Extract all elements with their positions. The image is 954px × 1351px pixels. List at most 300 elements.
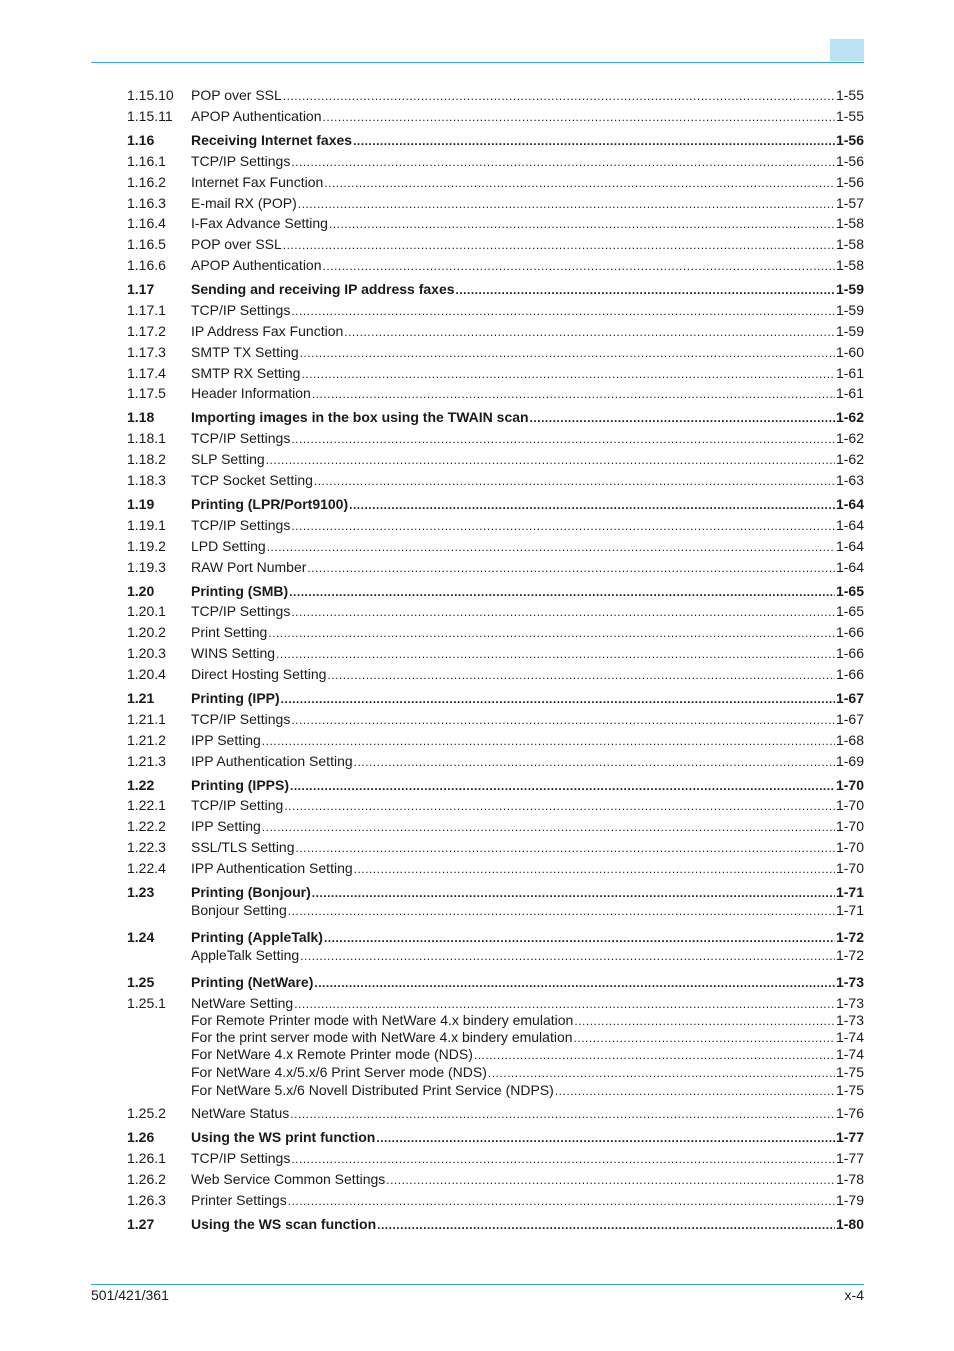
toc-number: 1.17.1 bbox=[127, 302, 166, 318]
toc-title: Print Setting bbox=[191, 624, 268, 640]
toc-page-number: 1-76 bbox=[835, 1105, 864, 1121]
toc-number: 1.15.10 bbox=[127, 87, 174, 103]
toc-page-number: 1-56 bbox=[835, 174, 864, 190]
toc-number: 1.17 bbox=[127, 281, 155, 297]
toc-number: 1.16.1 bbox=[127, 153, 166, 169]
toc-line bbox=[191, 776, 864, 795]
toc-entry[interactable] bbox=[127, 1028, 864, 1046]
toc-title: SLP Setting bbox=[191, 451, 265, 467]
toc-line bbox=[191, 582, 864, 601]
footer-rule bbox=[91, 1284, 864, 1285]
toc-leader-dots bbox=[456, 281, 835, 299]
toc-title: I-Fax Advance Setting bbox=[191, 215, 328, 231]
toc-leader-dots bbox=[488, 1064, 835, 1082]
toc-line bbox=[191, 322, 864, 341]
toc-leader-dots bbox=[323, 108, 835, 126]
toc-leader-dots bbox=[314, 472, 835, 490]
toc-number: 1.22.3 bbox=[127, 839, 166, 855]
toc-page-number: 1-74 bbox=[835, 1046, 864, 1062]
toc-line bbox=[191, 1128, 864, 1147]
toc-line bbox=[191, 644, 864, 663]
toc-number: 1.21 bbox=[127, 690, 155, 706]
toc-title: Printing (Bonjour) bbox=[191, 884, 311, 900]
toc-line bbox=[191, 1215, 864, 1234]
toc-line bbox=[191, 408, 864, 427]
toc-title: Printing (SMB) bbox=[191, 583, 289, 599]
toc-page-number: 1-74 bbox=[835, 1029, 864, 1045]
toc-page-number: 1-66 bbox=[835, 624, 864, 640]
toc-leader-dots bbox=[323, 257, 835, 275]
toc-leader-dots bbox=[291, 517, 835, 535]
toc-title: TCP/IP Settings bbox=[191, 302, 291, 318]
toc-title: WINS Setting bbox=[191, 645, 276, 661]
toc-number: 1.20.4 bbox=[127, 666, 166, 682]
toc-title: Printing (IPPS) bbox=[191, 777, 289, 793]
toc-leader-dots bbox=[276, 645, 835, 663]
toc-page-number: 1-67 bbox=[835, 711, 864, 727]
toc-title: TCP Socket Setting bbox=[191, 472, 313, 488]
toc-line bbox=[191, 1081, 864, 1100]
toc-page-number: 1-70 bbox=[835, 777, 864, 793]
toc-leader-dots bbox=[327, 666, 835, 684]
toc-number: 1.21.3 bbox=[127, 753, 166, 769]
toc-number: 1.22.4 bbox=[127, 860, 166, 876]
toc-page-number: 1-78 bbox=[835, 1171, 864, 1187]
toc-title: POP over SSL bbox=[191, 236, 282, 252]
toc-page-number: 1-56 bbox=[835, 132, 864, 148]
toc-page-number: 1-58 bbox=[835, 236, 864, 252]
toc-number: 1.25 bbox=[127, 974, 155, 990]
toc-leader-dots bbox=[296, 839, 835, 857]
toc-leader-dots bbox=[377, 1216, 835, 1234]
toc-number: 1.17.2 bbox=[127, 323, 166, 339]
toc-entry[interactable] bbox=[127, 1149, 864, 1167]
toc-line bbox=[191, 928, 864, 947]
toc-number: 1.25.2 bbox=[127, 1105, 166, 1121]
toc-entry[interactable] bbox=[127, 644, 864, 662]
toc-number: 1.15.11 bbox=[127, 108, 173, 124]
toc-page-number: 1-73 bbox=[835, 995, 864, 1011]
toc-entry[interactable] bbox=[127, 558, 864, 576]
toc-line bbox=[191, 364, 864, 383]
toc-section-entry[interactable] bbox=[127, 928, 864, 946]
toc-leader-dots bbox=[291, 302, 835, 320]
toc-entry[interactable] bbox=[127, 429, 864, 447]
toc-line bbox=[191, 731, 864, 750]
toc-leader-dots bbox=[312, 884, 835, 902]
footer-page-number: x-4 bbox=[844, 1287, 864, 1303]
toc-entry[interactable] bbox=[127, 817, 864, 835]
toc-line bbox=[191, 973, 864, 992]
toc-line bbox=[191, 1104, 864, 1123]
toc-title: RAW Port Number bbox=[191, 559, 307, 575]
toc-line bbox=[191, 623, 864, 642]
toc-entry[interactable] bbox=[127, 1063, 864, 1081]
toc-number: 1.21.2 bbox=[127, 732, 166, 748]
toc-leader-dots bbox=[300, 947, 835, 965]
toc-page-number: 1-70 bbox=[835, 860, 864, 876]
toc-line bbox=[191, 838, 864, 857]
toc-leader-dots bbox=[288, 1192, 835, 1210]
toc-page-number: 1-71 bbox=[835, 902, 864, 918]
toc-page-number: 1-65 bbox=[835, 583, 864, 599]
toc-entry[interactable] bbox=[127, 152, 864, 170]
toc-line bbox=[191, 495, 864, 514]
toc-leader-dots bbox=[301, 365, 835, 383]
toc-entry[interactable] bbox=[127, 173, 864, 191]
toc-leader-dots bbox=[290, 1105, 835, 1123]
toc-leader-dots bbox=[353, 132, 835, 150]
toc-page-number: 1-67 bbox=[835, 690, 864, 706]
toc-page-number: 1-70 bbox=[835, 818, 864, 834]
toc-title: Using the WS print function bbox=[191, 1129, 376, 1145]
toc-page-number: 1-58 bbox=[835, 257, 864, 273]
toc-page-number: 1-73 bbox=[835, 974, 864, 990]
toc-title: Receiving Internet faxes bbox=[191, 132, 353, 148]
toc-title: TCP/IP Settings bbox=[191, 603, 291, 619]
toc-entry[interactable] bbox=[127, 322, 864, 340]
toc-leader-dots bbox=[307, 559, 835, 577]
toc-number: 1.16.3 bbox=[127, 195, 166, 211]
toc-number: 1.17.4 bbox=[127, 365, 166, 381]
toc-entry[interactable] bbox=[127, 1045, 864, 1063]
toc-entry[interactable] bbox=[127, 301, 864, 319]
toc-line bbox=[191, 343, 864, 362]
toc-leader-dots bbox=[324, 174, 835, 192]
toc-leader-dots bbox=[298, 195, 835, 213]
toc-line bbox=[191, 901, 864, 920]
toc-line bbox=[191, 883, 864, 902]
toc-line bbox=[191, 194, 864, 213]
toc-leader-dots bbox=[281, 690, 835, 708]
toc-page-number: 1-64 bbox=[835, 559, 864, 575]
toc-title: SMTP RX Setting bbox=[191, 365, 301, 381]
toc-line bbox=[191, 1045, 864, 1064]
toc-page-number: 1-71 bbox=[835, 884, 864, 900]
toc-page-number: 1-55 bbox=[835, 87, 864, 103]
toc-number: 1.21.1 bbox=[127, 711, 166, 727]
toc-number: 1.16.4 bbox=[127, 215, 166, 231]
toc-line bbox=[191, 1170, 864, 1189]
toc-line bbox=[191, 665, 864, 684]
toc-leader-dots bbox=[283, 236, 835, 254]
toc-line bbox=[191, 173, 864, 192]
toc-line bbox=[191, 301, 864, 320]
toc-page-number: 1-55 bbox=[835, 108, 864, 124]
toc-leader-dots bbox=[266, 451, 835, 469]
toc-leader-dots bbox=[344, 323, 835, 341]
toc-leader-dots bbox=[312, 385, 835, 403]
toc-entry[interactable] bbox=[127, 901, 864, 919]
toc-line bbox=[191, 131, 864, 150]
toc-leader-dots bbox=[555, 1082, 835, 1100]
toc-page-number: 1-66 bbox=[835, 666, 864, 682]
toc-entry[interactable] bbox=[127, 1081, 864, 1099]
toc-page-number: 1-63 bbox=[835, 472, 864, 488]
toc-title: IP Address Fax Function bbox=[191, 323, 344, 339]
toc-leader-dots bbox=[267, 538, 835, 556]
toc-number: 1.24 bbox=[127, 929, 155, 945]
toc-title: IPP Setting bbox=[191, 818, 261, 834]
toc-page-number: 1-61 bbox=[835, 365, 864, 381]
toc-number: 1.26.2 bbox=[127, 1171, 166, 1187]
toc-entry[interactable] bbox=[127, 86, 864, 104]
toc-line bbox=[191, 752, 864, 771]
header-rule bbox=[91, 62, 864, 63]
toc-number: 1.22.2 bbox=[127, 818, 166, 834]
toc-number: 1.16.2 bbox=[127, 174, 166, 190]
toc-section-entry[interactable] bbox=[127, 131, 864, 149]
toc-entry[interactable] bbox=[127, 1170, 864, 1188]
toc-line bbox=[191, 280, 864, 299]
toc-entry[interactable] bbox=[127, 710, 864, 728]
toc-page-number: 1-60 bbox=[835, 344, 864, 360]
toc-line bbox=[191, 384, 864, 403]
toc-title: Header Information bbox=[191, 385, 311, 401]
toc-leader-dots bbox=[530, 409, 835, 427]
toc-leader-dots bbox=[291, 430, 835, 448]
toc-title: APOP Authentication bbox=[191, 108, 322, 124]
toc-section-entry[interactable] bbox=[127, 883, 864, 901]
toc-leader-dots bbox=[324, 929, 835, 947]
toc-section-entry[interactable] bbox=[127, 776, 864, 794]
toc-page-number: 1-64 bbox=[835, 496, 864, 512]
toc-number: 1.26.3 bbox=[127, 1192, 166, 1208]
toc-title: For NetWare 4.x/5.x/6 Print Server mode (NDS) bbox=[191, 1064, 487, 1080]
toc-line bbox=[191, 235, 864, 254]
toc-entry[interactable] bbox=[127, 946, 864, 964]
toc-number: 1.19.3 bbox=[127, 559, 166, 575]
toc-leader-dots bbox=[268, 624, 835, 642]
toc-entry[interactable] bbox=[127, 1191, 864, 1209]
toc-title: Web Service Common Settings bbox=[191, 1171, 386, 1187]
toc-title: E-mail RX (POP) bbox=[191, 195, 297, 211]
toc-number: 1.27 bbox=[127, 1216, 155, 1232]
toc-entry[interactable] bbox=[127, 537, 864, 555]
toc-section-entry[interactable] bbox=[127, 973, 864, 991]
toc-leader-dots bbox=[314, 974, 835, 992]
toc-number: 1.23 bbox=[127, 884, 155, 900]
toc-title: Importing images in the box using the TWAIN scan bbox=[191, 409, 529, 425]
toc-entry[interactable] bbox=[127, 665, 864, 683]
toc-line bbox=[191, 1063, 864, 1082]
toc-title: Printing (IPP) bbox=[191, 690, 280, 706]
toc-title: TCP/IP Settings bbox=[191, 517, 291, 533]
toc-section-entry[interactable] bbox=[127, 280, 864, 298]
toc-leader-dots bbox=[284, 797, 835, 815]
toc-entry[interactable] bbox=[127, 516, 864, 534]
toc-page-number: 1-64 bbox=[835, 517, 864, 533]
toc-line bbox=[191, 86, 864, 105]
toc-title: Using the WS scan function bbox=[191, 1216, 377, 1232]
toc-leader-dots bbox=[289, 583, 835, 601]
toc-title: TCP/IP Settings bbox=[191, 153, 291, 169]
toc-title: TCP/IP Settings bbox=[191, 711, 291, 727]
toc-entry[interactable] bbox=[127, 384, 864, 402]
toc-title: AppleTalk Setting bbox=[191, 947, 300, 963]
toc-entry[interactable] bbox=[127, 731, 864, 749]
toc-page-number: 1-79 bbox=[835, 1192, 864, 1208]
toc-title: SMTP TX Setting bbox=[191, 344, 299, 360]
toc-line bbox=[191, 107, 864, 126]
toc-entry[interactable] bbox=[127, 994, 864, 1012]
toc-title: TCP/IP Settings bbox=[191, 430, 291, 446]
toc-title: SSL/TLS Setting bbox=[191, 839, 295, 855]
toc-page-number: 1-66 bbox=[835, 645, 864, 661]
toc-number: 1.18.1 bbox=[127, 430, 166, 446]
toc-entry[interactable] bbox=[127, 194, 864, 212]
toc-number: 1.22.1 bbox=[127, 797, 166, 813]
toc-line bbox=[191, 710, 864, 729]
toc-leader-dots bbox=[329, 215, 835, 233]
toc-page-number: 1-59 bbox=[835, 302, 864, 318]
toc-page-number: 1-59 bbox=[835, 281, 864, 297]
toc-leader-dots bbox=[290, 777, 835, 795]
toc-section-entry[interactable] bbox=[127, 582, 864, 600]
toc-page-number: 1-65 bbox=[835, 603, 864, 619]
toc-entry[interactable] bbox=[127, 235, 864, 253]
toc-title: For NetWare 5.x/6 Novell Distributed Print Service (NDPS) bbox=[191, 1082, 554, 1098]
toc-entry[interactable] bbox=[127, 752, 864, 770]
toc-page-number: 1-59 bbox=[835, 323, 864, 339]
toc-number: 1.20.1 bbox=[127, 603, 166, 619]
toc-line bbox=[191, 796, 864, 815]
toc-number: 1.16 bbox=[127, 132, 155, 148]
toc-title: Bonjour Setting bbox=[191, 902, 287, 918]
toc-leader-dots bbox=[386, 1171, 835, 1189]
toc-entry[interactable] bbox=[127, 214, 864, 232]
toc-title: TCP/IP Settings bbox=[191, 1150, 291, 1166]
toc-leader-dots bbox=[291, 1150, 835, 1168]
toc-section-entry[interactable] bbox=[127, 689, 864, 707]
toc-title: IPP Authentication Setting bbox=[191, 753, 353, 769]
toc-section-entry[interactable] bbox=[127, 408, 864, 426]
toc-number: 1.26 bbox=[127, 1129, 155, 1145]
toc-line bbox=[191, 429, 864, 448]
toc-title: For NetWare 4.x Remote Printer mode (NDS) bbox=[191, 1046, 473, 1062]
toc-leader-dots bbox=[376, 1129, 835, 1147]
toc-leader-dots bbox=[288, 902, 835, 920]
toc-page-number: 1-56 bbox=[835, 153, 864, 169]
toc-number: 1.20 bbox=[127, 583, 155, 599]
toc-line bbox=[191, 689, 864, 708]
toc-entry[interactable] bbox=[127, 364, 864, 382]
toc-page-number: 1-75 bbox=[835, 1064, 864, 1080]
toc-line bbox=[191, 152, 864, 171]
toc-number: 1.17.5 bbox=[127, 385, 166, 401]
toc-title: LPD Setting bbox=[191, 538, 266, 554]
toc-page-number: 1-70 bbox=[835, 839, 864, 855]
toc-line bbox=[191, 1149, 864, 1168]
toc-title: APOP Authentication bbox=[191, 257, 322, 273]
toc-number: 1.25.1 bbox=[127, 995, 166, 1011]
toc-entry[interactable] bbox=[127, 1104, 864, 1122]
toc-line bbox=[191, 602, 864, 621]
toc-title: Printing (NetWare) bbox=[191, 974, 314, 990]
footer-model: 501/421/361 bbox=[91, 1287, 169, 1303]
toc-page-number: 1-58 bbox=[835, 215, 864, 231]
toc-title: For the print server mode with NetWare 4.x bindery emulation bbox=[191, 1029, 573, 1045]
toc-page-number: 1-61 bbox=[835, 385, 864, 401]
toc-entry[interactable] bbox=[127, 256, 864, 274]
toc-section-entry[interactable] bbox=[127, 495, 864, 513]
toc-page-number: 1-75 bbox=[835, 1082, 864, 1098]
toc-leader-dots bbox=[474, 1046, 835, 1064]
toc-line bbox=[191, 256, 864, 275]
toc-number: 1.26.1 bbox=[127, 1150, 166, 1166]
toc-title: Printing (LPR/Port9100) bbox=[191, 496, 349, 512]
toc-title: For Remote Printer mode with NetWare 4.x bindery emulation bbox=[191, 1012, 574, 1028]
toc-leader-dots bbox=[262, 732, 835, 750]
toc-number: 1.16.6 bbox=[127, 257, 166, 273]
toc-number: 1.18 bbox=[127, 409, 155, 425]
toc-page-number: 1-73 bbox=[835, 1012, 864, 1028]
toc-entry[interactable] bbox=[127, 623, 864, 641]
toc-entry[interactable] bbox=[127, 796, 864, 814]
toc-leader-dots bbox=[291, 711, 835, 729]
toc-page-number: 1-77 bbox=[835, 1129, 864, 1145]
toc-title: Printer Settings bbox=[191, 1192, 287, 1208]
toc-line bbox=[191, 450, 864, 469]
toc-line bbox=[191, 471, 864, 490]
toc-number: 1.22 bbox=[127, 777, 155, 793]
toc-page-number: 1-68 bbox=[835, 732, 864, 748]
toc-line bbox=[191, 214, 864, 233]
toc-entry[interactable] bbox=[127, 602, 864, 620]
toc-page-number: 1-80 bbox=[835, 1216, 864, 1232]
toc-entry[interactable] bbox=[127, 107, 864, 125]
toc-page-number: 1-77 bbox=[835, 1150, 864, 1166]
toc-section-entry[interactable] bbox=[127, 1128, 864, 1146]
toc-entry[interactable] bbox=[127, 859, 864, 877]
toc-title: Sending and receiving IP address faxes bbox=[191, 281, 455, 297]
toc-line bbox=[191, 516, 864, 535]
toc-title: NetWare Setting bbox=[191, 995, 294, 1011]
toc-title: NetWare Status bbox=[191, 1105, 290, 1121]
toc-title: IPP Setting bbox=[191, 732, 261, 748]
toc-entry[interactable] bbox=[127, 471, 864, 489]
toc-entry[interactable] bbox=[127, 1011, 864, 1029]
toc-title: IPP Authentication Setting bbox=[191, 860, 353, 876]
toc-page-number: 1-72 bbox=[835, 947, 864, 963]
toc-line bbox=[191, 859, 864, 878]
toc-entry[interactable] bbox=[127, 450, 864, 468]
header-tab bbox=[830, 39, 864, 61]
toc-title: POP over SSL bbox=[191, 87, 282, 103]
toc-number: 1.16.5 bbox=[127, 236, 166, 252]
toc-line bbox=[191, 558, 864, 577]
toc-leader-dots bbox=[354, 753, 835, 771]
toc-title: Internet Fax Function bbox=[191, 174, 324, 190]
toc-title: Direct Hosting Setting bbox=[191, 666, 327, 682]
toc-line bbox=[191, 1191, 864, 1210]
toc-page-number: 1-70 bbox=[835, 797, 864, 813]
toc-title: Printing (AppleTalk) bbox=[191, 929, 323, 945]
toc-entry[interactable] bbox=[127, 838, 864, 856]
toc-number: 1.19 bbox=[127, 496, 155, 512]
toc-page-number: 1-62 bbox=[835, 430, 864, 446]
toc-page-number: 1-62 bbox=[835, 451, 864, 467]
toc-line bbox=[191, 537, 864, 556]
toc-entry[interactable] bbox=[127, 343, 864, 361]
toc-number: 1.19.1 bbox=[127, 517, 166, 533]
toc-line bbox=[191, 817, 864, 836]
toc-leader-dots bbox=[349, 496, 835, 514]
toc-section-entry[interactable] bbox=[127, 1215, 864, 1233]
toc-page-number: 1-64 bbox=[835, 538, 864, 554]
toc-number: 1.20.3 bbox=[127, 645, 166, 661]
toc-page-number: 1-72 bbox=[835, 929, 864, 945]
